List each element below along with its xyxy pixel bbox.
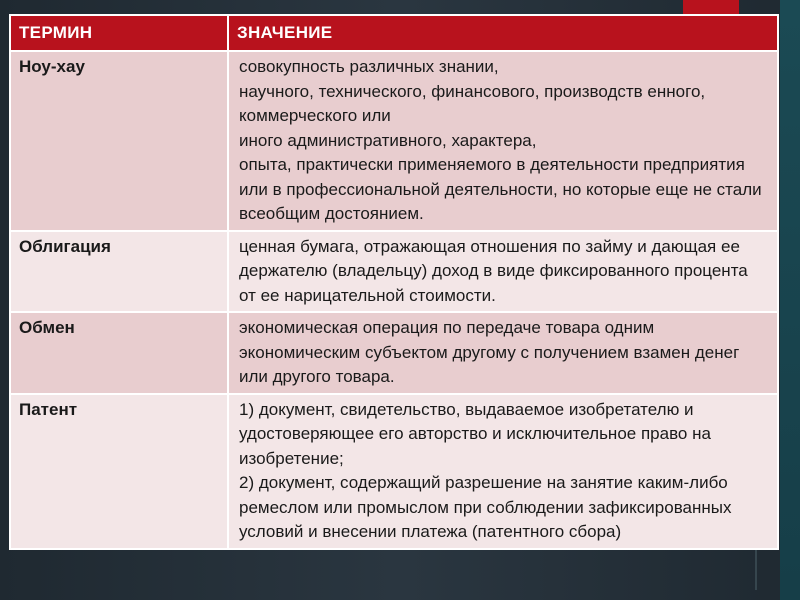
terms-table (9, 14, 779, 550)
table-row (10, 51, 778, 231)
table-row (10, 312, 778, 394)
teal-side-band (780, 0, 800, 600)
term-cell: Обмен (10, 312, 228, 394)
meaning-cell: экономическая операция по передаче товара одним экономическим субъектом другому с получением взамен денег или другого товара. (228, 312, 778, 394)
header-meaning: ЗНАЧЕНИЕ (228, 15, 778, 51)
term-cell: Патент (10, 394, 228, 549)
table-header-row (10, 15, 778, 51)
term-cell: Облигация (10, 231, 228, 313)
table-row (10, 231, 778, 313)
red-accent-bar (683, 0, 739, 14)
table-row (10, 394, 778, 549)
meaning-cell: 1) документ, свидетельство, выдаваемое изобретателю и удостоверяющее его авторство и исключительное право на изобретение; 2) документ, содержащий разрешение на занятие каким-либо ремеслом или промыслом при соблюдении зафиксированных условий и внесении платежа (патентного сбора) (228, 394, 778, 549)
meaning-cell: совокупность различных знании, научного, технического, финансового, производств енного, коммерческого или иного административного, характера, опыта, практически применяемого в деятельности предприятия или в профессиональной деятельности, но которые еще не стали всеобщим достоянием. (228, 51, 778, 231)
term-cell: Ноу-хау (10, 51, 228, 231)
meaning-cell: ценная бумага, отражающая отношения по займу и дающая ее держателю (владельцу) доход в виде фиксированного процента от ее нарицательной стоимости. (228, 231, 778, 313)
header-term: ТЕРМИН (10, 15, 228, 51)
